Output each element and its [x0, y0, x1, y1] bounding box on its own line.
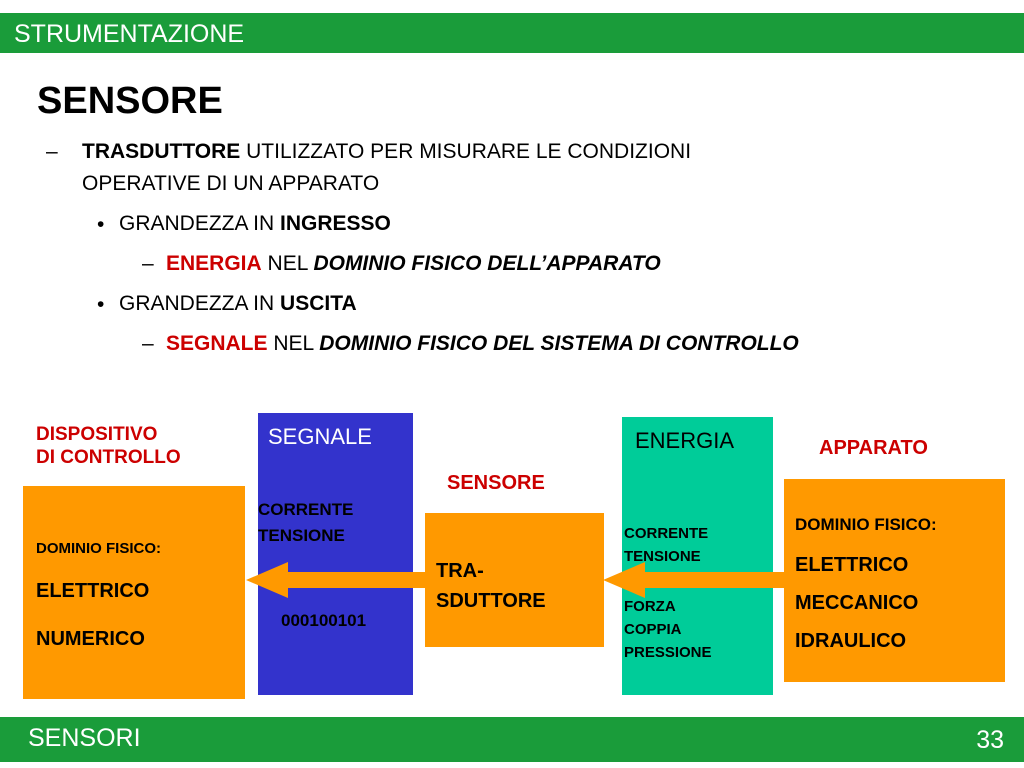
dot-marker: •	[97, 213, 105, 236]
signal-quantity: CORRENTE	[258, 500, 354, 519]
energy-electric-quantities	[624, 522, 708, 568]
output-text: GRANDEZZA IN	[119, 292, 281, 315]
apparatus-label: APPARATO	[819, 437, 928, 459]
energy-quantity: COPPIA	[624, 621, 682, 638]
header-bar	[0, 13, 1024, 53]
controller-label	[36, 423, 181, 469]
sub-dash-marker: –	[142, 332, 154, 355]
signal-quantities	[258, 497, 353, 549]
energy-quantity: CORRENTE	[624, 525, 709, 542]
apparatus-item: ELETTRICO	[795, 554, 909, 576]
transducer-term: TRASDUTTORE	[82, 140, 241, 163]
bullet-output	[119, 292, 357, 316]
output-bold: USCITA	[280, 292, 357, 315]
bullet-input	[119, 212, 391, 236]
apparatus-items	[795, 546, 918, 660]
signal-bits: 000100101	[281, 611, 367, 630]
signal-domain: DOMINIO FISICO DEL SISTEMA DI CONTROLLO	[319, 332, 799, 355]
arrow-left-icon	[246, 562, 426, 598]
controller-label-line2: DI CONTROLLO	[36, 447, 181, 468]
controller-item: ELETTRICO	[36, 580, 150, 602]
transducer-text	[436, 556, 546, 616]
energy-quantity: PRESSIONE	[624, 644, 712, 661]
bullet-transducer-line2: OPERATIVE DI UN APPARATO	[82, 172, 380, 195]
transducer-line: TRA-	[436, 560, 484, 582]
footer-bar	[0, 717, 1024, 762]
transducer-line: SDUTTORE	[436, 590, 546, 612]
controller-domain: DOMINIO FISICO:	[36, 540, 161, 557]
bullet-energy	[166, 252, 661, 276]
page-number: 33	[976, 726, 1004, 754]
input-bold: INGRESSO	[280, 212, 391, 235]
energy-domain: DOMINIO FISICO DELL’APPARATO	[313, 252, 661, 275]
transducer-desc: UTILIZZATO PER MISURARE LE CONDIZIONI	[240, 140, 692, 163]
slide-heading: SENSORE	[37, 80, 223, 122]
apparatus-domain: DOMINIO FISICO:	[795, 515, 937, 534]
signal-quantity: TENSIONE	[258, 526, 345, 545]
energy-quantity: TENSIONE	[624, 548, 701, 565]
bullet-transducer	[82, 140, 691, 164]
header-title: STRUMENTAZIONE	[14, 20, 245, 48]
bullet-signal	[166, 332, 799, 356]
signal-term: SEGNALE	[166, 332, 268, 355]
energy-mechanical-quantities	[624, 595, 712, 664]
signal-label: SEGNALE	[268, 424, 372, 449]
sensor-label: SENSORE	[447, 472, 545, 494]
dash-marker: –	[46, 140, 58, 163]
apparatus-item: IDRAULICO	[795, 630, 907, 652]
energy-mid: NEL	[261, 252, 314, 275]
signal-box	[258, 413, 413, 695]
input-text: GRANDEZZA IN	[119, 212, 281, 235]
controller-label-line1: DISPOSITIVO	[36, 424, 158, 445]
sub-dash-marker: –	[142, 252, 154, 275]
energy-label: ENERGIA	[635, 428, 735, 453]
energy-term: ENERGIA	[166, 252, 262, 275]
controller-item: NUMERICO	[36, 628, 145, 650]
footer-section: SENSORI	[28, 724, 141, 752]
signal-mid: NEL	[267, 332, 320, 355]
dot-marker: •	[97, 293, 105, 316]
energy-quantity: FORZA	[624, 598, 676, 615]
apparatus-item: MECCANICO	[795, 592, 919, 614]
